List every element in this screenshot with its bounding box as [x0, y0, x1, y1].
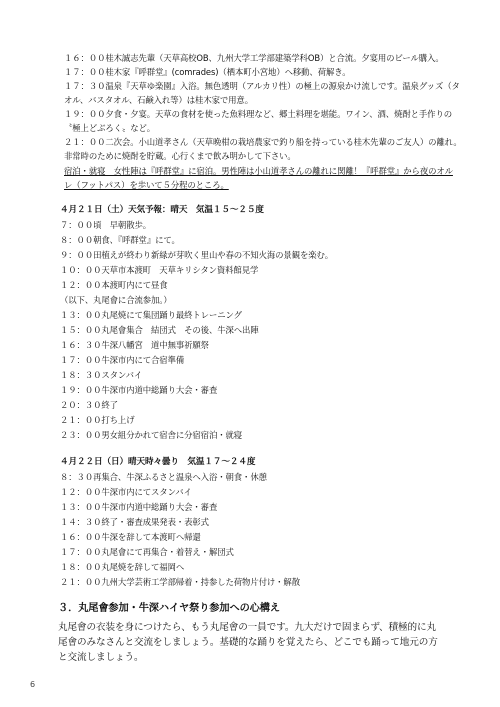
- day1-heading: ４月２１日（土）天気予報：晴天 気温１５～２５度: [60, 205, 264, 215]
- day1-item: ２３：００男女組分かれて宿舎に分宿宿泊・就寝: [60, 430, 243, 440]
- day1-item: ９：００田植えが終わり新緑が芽吹く里山や春の不知火海の景観を楽む。: [60, 250, 334, 260]
- section-title: ３．丸尾會参加・牛深ハイヤ祭り参加への心構え: [58, 603, 280, 614]
- day1-item: （以下、丸尾會に合流参加。）: [60, 295, 172, 305]
- schedule-item: 〝極上どぶろく〟など。: [64, 123, 156, 133]
- schedule-item: １７：００桂木家『呼群堂』(comrades)（栖本町小宮地）へ移動、荷解き。: [64, 67, 351, 77]
- lodging-note: レ（フットパス）を歩いて５分程のところ。: [64, 180, 229, 190]
- day1-item: １２：００本渡町内にて昼食: [60, 280, 168, 290]
- section-body-line: と交流しましょう。: [58, 652, 144, 663]
- day1-item: ２０：３０終了: [60, 400, 118, 410]
- schedule-item: 非常時のために焼酎を貯蔵。心行くまで飲み明かして下さい。: [64, 151, 296, 161]
- day2-heading: ４月２２日（日）晴天時々曇り 気温１７～２４度: [60, 457, 256, 467]
- section-body-line: 丸尾會の衣装を身につけたら、もう丸尾會の一員です。九大だけで固まらず、積極的に丸: [58, 622, 437, 633]
- day1-item: ７：００頃 早朝散歩。: [60, 220, 152, 230]
- day2-item: １４：３０終了・審査成果発表・表彰式: [60, 517, 209, 527]
- day1-item: １５：００丸尾會集合 結団式 その後、牛深へ出陣: [60, 325, 259, 335]
- day1-item: １６：３０牛深八幡宮 道中無事祈願祭: [60, 340, 209, 350]
- day1-item: ８：００朝食、『呼群堂』にて。: [60, 235, 180, 245]
- day2-item: ８：３０再集合、牛深ふるさと温泉へ入浴・朝食・休憩: [60, 472, 267, 482]
- schedule-item: １７：３０温泉『天草ゆ楽園』入浴。無色透明（アルカリ性）の極上の源泉かけ流しです。温泉グッズ（タ: [64, 81, 460, 91]
- schedule-item: オル、バスタオル、石鹸入れ等）は桂木家で用意。: [64, 95, 253, 105]
- section-body-line: 尾會のみなさんと交流をしましょう。基礎的な踊りを覚えたら、どこでも踊って地元の方: [58, 637, 438, 648]
- day1-item: ２１：００打ち上げ: [60, 415, 135, 425]
- schedule-item: １９：００夕食・夕宴。天草の食材を使った魚料理など、郷土料理を堪能。ワイン、酒、焼酎と手作りの: [64, 109, 452, 119]
- day1-item: １７：００牛深市内にて合宿準備: [60, 355, 185, 365]
- day2-item: １２：００牛深市内にてスタンバイ: [60, 487, 192, 497]
- schedule-item: ２１：００二次会。小山道孝さん（天草晩柑の栽培農家で釣り船を持っている桂木先輩のご友人）の離れ。: [64, 137, 462, 147]
- day2-item: １６：００牛深を辞して本渡町へ帰還: [60, 532, 201, 542]
- day1-item: １９：００牛深市内道中総踊り大会・審査: [60, 385, 218, 395]
- day2-item: ２１：００九州大学芸術工学部帰着・持参した荷物片付け・解散: [60, 577, 300, 587]
- day2-item: １７：００丸尾會にて再集合・着替え・解団式: [60, 547, 234, 557]
- day1-item: １０：００天草市本渡町 天草キリシタン資料館見学: [60, 265, 259, 275]
- page-number: 6: [30, 680, 36, 689]
- day1-item: １８：３０スタンバイ: [60, 370, 143, 380]
- day2-item: １８：００丸尾焼を辞して福岡へ: [60, 562, 185, 572]
- schedule-item: １６：００桂木誠志先輩（天草高校OB、九州大学工学部建築学科OB）と合流。夕宴用のビール購入。: [64, 53, 444, 63]
- day2-item: １３：００牛深市内道中総踊り大会・審査: [60, 502, 218, 512]
- lodging-note: 宿泊・就寝 女性陣は『呼群堂』に宿泊。男性陣は小山道孝さんの離れに関離！『呼群堂』から夜のオル: [64, 166, 453, 176]
- day1-item: １３：００丸尾焼にて集団踊り最終トレーニング: [60, 310, 242, 320]
